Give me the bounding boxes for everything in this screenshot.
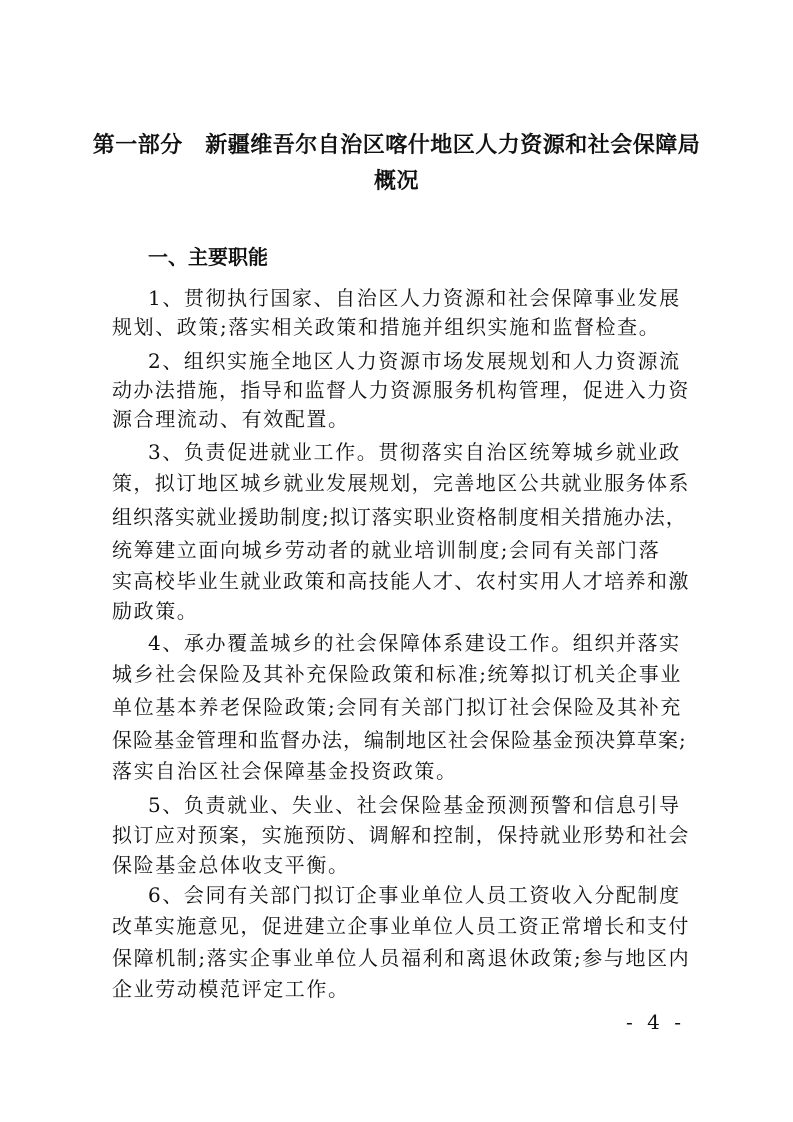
paragraph-line: 动办法措施，指导和监督人力资源服务机构管理，促进入力资 bbox=[112, 378, 690, 402]
paragraph-line: 4、承办覆盖城乡的社会保障体系建设工作。组织并落实 bbox=[148, 631, 681, 655]
paragraph-line: 策，拟订地区城乡就业发展规划，完善地区公共就业服务体系 bbox=[112, 471, 690, 495]
paragraph-line: 源合理流动、有效配置。 bbox=[112, 407, 350, 431]
paragraph-line: 统筹建立面向城乡劳动者的就业培训制度;会同有关部门落 bbox=[112, 538, 661, 562]
paragraph-line: 6、会同有关部门拟订企事业单位人员工资收入分配制度 bbox=[148, 883, 681, 907]
paragraph-line: 落实自治区社会保障基金投资政策。 bbox=[112, 759, 458, 783]
paragraph-line: 企业劳动模范评定工作。 bbox=[112, 977, 350, 1001]
paragraph-line: 5、负责就业、失业、社会保险基金预测预警和信息引导 bbox=[148, 793, 681, 817]
paragraph-line: 实高校毕业生就业政策和高技能人才、农村实用人才培养和激 bbox=[112, 569, 690, 593]
paragraph-line: 励政策。 bbox=[112, 599, 199, 623]
paragraph-line: 保障机制;落实企事业单位人员福利和离退休政策;参与地区内 bbox=[112, 946, 691, 970]
paragraph-line: 保险基金总体收支平衡。 bbox=[112, 853, 350, 877]
paragraph-line: 保险基金管理和监督办法，编制地区社会保险基金预决算草案; bbox=[112, 728, 687, 752]
paragraph-line: 拟订应对预案，实施预防、调解和控制，保持就业形势和社会 bbox=[112, 823, 690, 847]
document-title-line-2: 概况 bbox=[373, 169, 419, 194]
paragraph-line: 改革实施意见，促进建立企事业单位人员工资正常增长和支付 bbox=[112, 914, 690, 938]
paragraph-line: 组织落实就业援助制度;拟订落实职业资格制度相关措施办法， bbox=[112, 505, 687, 529]
section-heading: 一、主要职能 bbox=[148, 245, 268, 269]
paragraph-line: 规划、政策;落实相关政策和措施并组织实施和监督检查。 bbox=[112, 315, 661, 339]
paragraph-line: 1、贯彻执行国家、自治区人力资源和社会保障事业发展 bbox=[148, 286, 681, 310]
page-number: - 4 - bbox=[626, 1010, 685, 1034]
paragraph-line: 3、负责促进就业工作。贯彻落实自治区统筹城乡就业政 bbox=[148, 440, 681, 464]
paragraph-line: 2、组织实施全地区人力资源市场发展规划和人力资源流 bbox=[148, 349, 681, 373]
paragraph-line: 城乡社会保险及其补充保险政策和标准;统筹拟订机关企事业 bbox=[112, 662, 682, 686]
paragraph-line: 单位基本养老保险政策;会同有关部门拟订社会保险及其补充 bbox=[112, 695, 682, 719]
document-title-line-1: 第一部分 新疆维吾尔自治区喀什地区人力资源和社会保障局 bbox=[92, 133, 701, 158]
